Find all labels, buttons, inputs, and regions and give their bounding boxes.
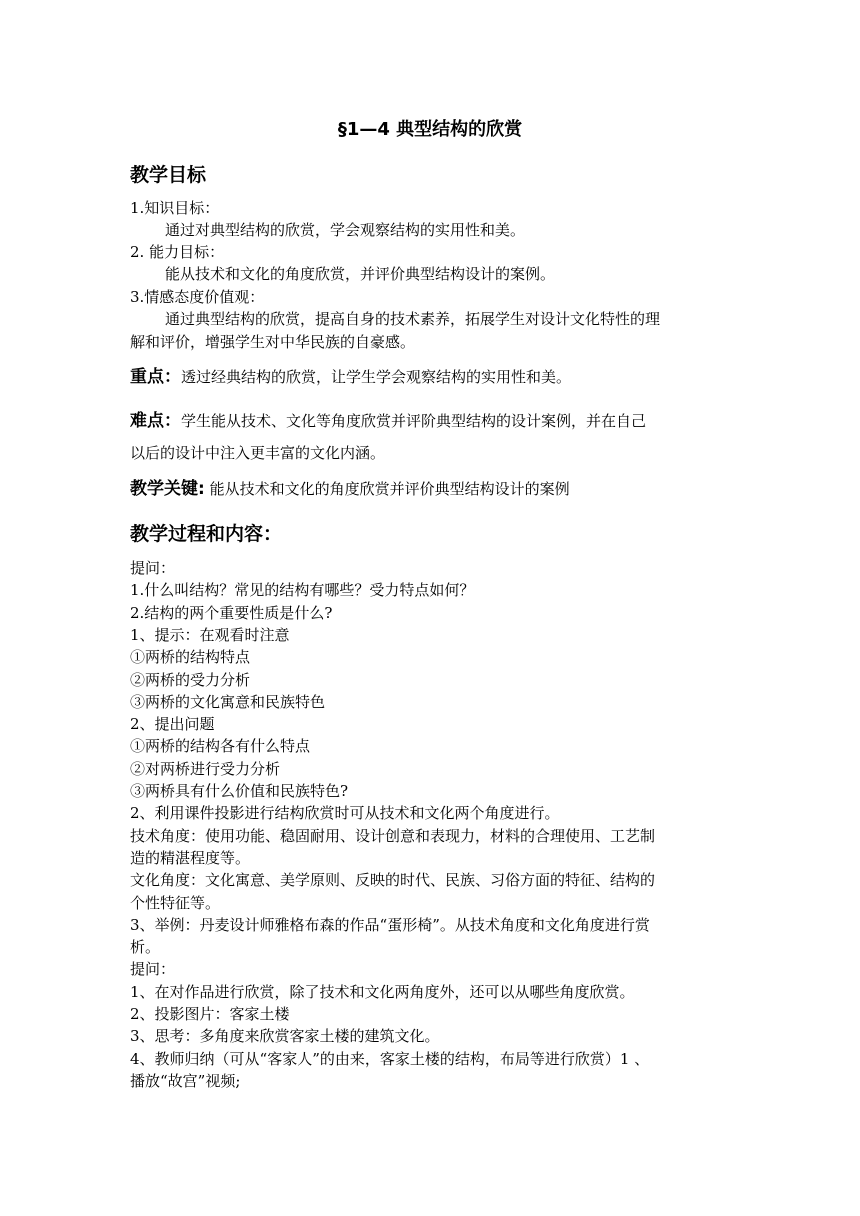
process-heading: 教学过程和内容： bbox=[130, 523, 283, 545]
emotion-goal-text-1: 通过典型结构的欣赏，提高自身的技术素养，拓展学生对设计文化特性的理 bbox=[165, 310, 661, 328]
difficulty-text-1: 学生能从技术、文化等角度欣赏并评阶典型结构的设计案例，并在自己 bbox=[181, 412, 647, 430]
process-line: ③两桥具有什么价值和民族特色? bbox=[130, 782, 349, 800]
emotion-goal-text-2: 解和评价，增强学生对中华民族的自豪感。 bbox=[130, 333, 416, 351]
process-line: ①两桥的结构各有什么特点 bbox=[130, 737, 311, 756]
key-point bbox=[130, 364, 735, 390]
process-line: 技术角度：使用功能、稳固耐用、设计创意和表现力，材料的合理使用、工艺制 bbox=[130, 826, 656, 845]
process-line: 3、举例：丹麦设计师雅格布森的作品“蛋形椅”。从技术角度和文化角度进行赏 bbox=[130, 915, 650, 934]
process-line: 2、提出问题 bbox=[130, 715, 215, 734]
process-line: ②对两桥进行受力分析 bbox=[130, 759, 281, 778]
key-point-label: 重点： bbox=[130, 367, 181, 387]
knowledge-goal-text: 通过对典型结构的欣赏，学会观察结构的实用性和美。 bbox=[165, 221, 526, 239]
process-line: ①两桥的结构特点 bbox=[130, 648, 251, 667]
process-line: 提问： bbox=[130, 559, 176, 577]
process-line: 文化角度：文化寓意、美学原则、反映的时代、民族、习俗方面的特征、结构的 bbox=[130, 871, 656, 890]
difficulty bbox=[130, 408, 735, 434]
knowledge-goal-label: 1.知识目标： bbox=[130, 199, 220, 217]
process-line: 1.什么叫结构？常见的结构有哪些？受力特点如何？ bbox=[130, 581, 475, 600]
goals-heading: 教学目标 bbox=[130, 164, 207, 186]
teaching-key bbox=[130, 476, 735, 502]
process-line: 3、思考：多角度来欣赏客家土楼的建筑文化。 bbox=[130, 1027, 440, 1046]
process-line: 2、利用课件投影进行结构欣赏时可从技术和文化两个角度进行。 bbox=[130, 804, 560, 823]
process-line: 1、在对作品进行欣赏，除了技术和文化两角度外，还可以从哪些角度欣赏。 bbox=[130, 982, 635, 1001]
difficulty-text-2: 以后的设计中注入更丰富的文化内涵。 bbox=[130, 444, 386, 462]
process-line: 析。 bbox=[130, 938, 161, 957]
key-point-text: 透过经典结构的欣赏，让学生学会观察结构的实用性和美。 bbox=[181, 368, 572, 386]
process-line: 提问： bbox=[130, 960, 176, 979]
process-line: 4、教师归纳（可从“客家人”的由来，客家土楼的结构，布局等进行欣赏）1 、 bbox=[130, 1049, 650, 1068]
process-line: 播放“故宫”视频; bbox=[130, 1071, 241, 1090]
process-line: 个性特征等。 bbox=[130, 893, 221, 912]
process-line: 2、投影图片：客家土楼 bbox=[130, 1005, 290, 1023]
process-line: 1、提示：在观看时注意 bbox=[130, 625, 290, 644]
teaching-key-text: 能从技术和文化的角度欣赏并评价典型结构设计的案例 bbox=[209, 480, 570, 498]
difficulty-label: 难点： bbox=[130, 411, 181, 431]
process-line: ③两桥的文化寓意和民族特色 bbox=[130, 692, 326, 711]
process-line: 造的精湛程度等。 bbox=[130, 848, 251, 867]
emotion-goal-label: 3.情感态度价值观： bbox=[130, 288, 265, 306]
teaching-key-label: 教学关键: bbox=[130, 479, 205, 499]
process-line: 2.结构的两个重要性质是什么? bbox=[130, 603, 333, 622]
ability-goal-label: 2. 能力目标： bbox=[130, 243, 225, 261]
process-line: ②两桥的受力分析 bbox=[130, 670, 251, 689]
ability-goal-text: 能从技术和文化的角度欣赏，并评价典型结构设计的案例。 bbox=[165, 265, 556, 283]
page-title: §1—4 典型结构的欣赏 bbox=[337, 119, 523, 140]
